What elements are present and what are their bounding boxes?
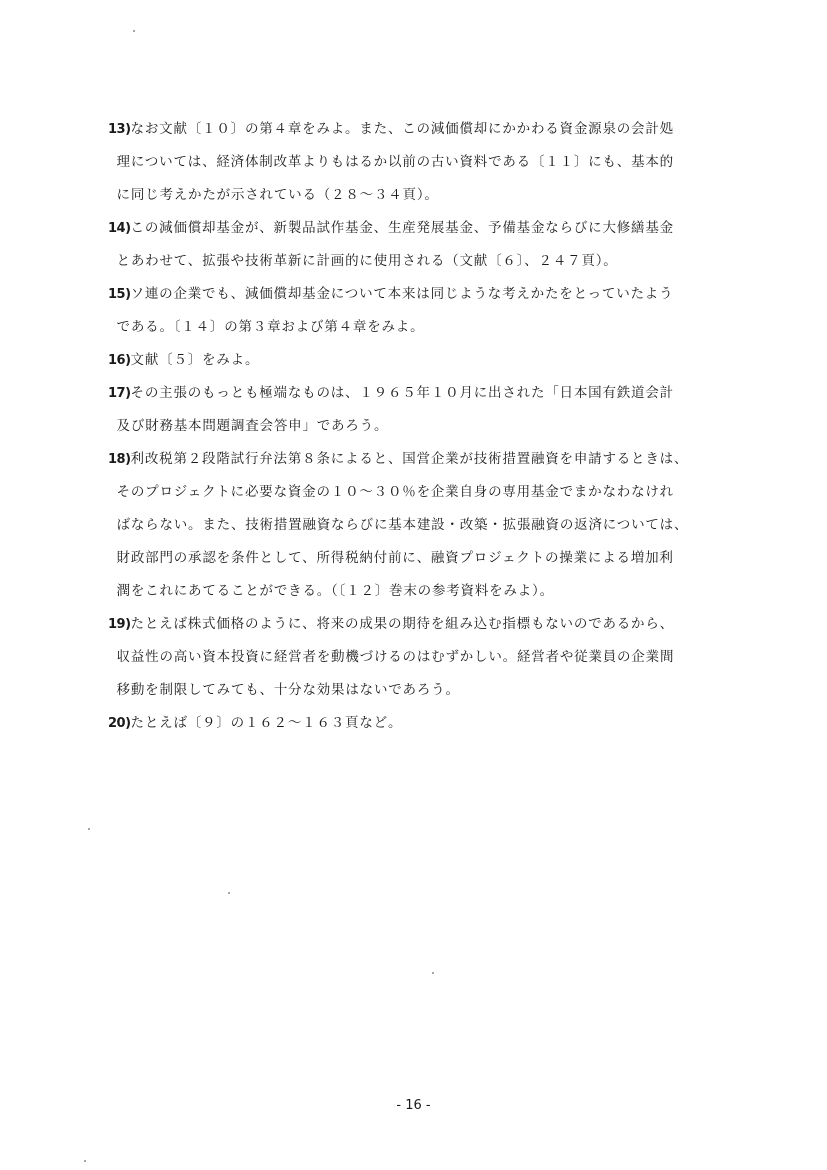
footnote-number: 18) (108, 452, 131, 467)
footnote-line: 財政部門の承認を条件として、所得税納付前に、融資プロジェクトの操業による増加利 (116, 550, 674, 566)
footnote-line: その主張のもっとも極端なものは、１９６５年１０月に出された「日本国有鉄道会計 (130, 385, 674, 401)
footnote-line: とあわせて、拡張や技術革新に計画的に使用される（文献〔６〕、２４７頁）。 (116, 253, 618, 269)
footnote-line: 利改税第２段階試行弁法第８条によると、国営企業が技術措置融資を申請するときは、 (130, 451, 689, 467)
page-number: - 16 - (396, 1098, 431, 1113)
scan-speck (228, 892, 230, 894)
footnote-number: 13) (108, 122, 131, 137)
footnote-17 (108, 377, 758, 443)
footnote-line: 潤をこれにあてることができる。（〔１２〕巻末の参考資料をみよ）。 (116, 583, 554, 599)
footnote-number: 19) (108, 617, 131, 632)
footnote-number: 15) (108, 287, 131, 302)
footnote-line: たとえば株式価格のように、将来の成果の期待を組み込む指標もないのであるから、 (130, 616, 674, 632)
footnote-19 (108, 608, 758, 707)
footnote-line: たとえば〔９〕の１６２～１６３頁など。 (130, 715, 403, 731)
scan-speck (88, 828, 90, 830)
footnote-18 (108, 443, 758, 608)
footnote-line: 及び財務基本問題調査会答申」であろう。 (116, 418, 389, 434)
footnote-number: 20) (108, 716, 131, 731)
footnote-text (131, 707, 758, 740)
footnote-line: に同じ考えかたが示されている（２８～３４頁）。 (116, 187, 439, 203)
footnote-line: ばならない。また、技術措置融資ならびに基本建設・改築・拡張融資の返済については、 (116, 517, 689, 533)
scan-speck (84, 1160, 86, 1162)
footnote-line: 移動を制限してみても、十分な効果はないであろう。 (116, 682, 460, 698)
footnote-line: 文献〔５〕をみよ。 (130, 352, 260, 368)
scan-speck (133, 30, 135, 32)
footnote-line: 収益性の高い資本投資に経営者を動機づけるのはむずかしい。経営者や従業員の企業間 (116, 649, 675, 665)
scan-speck (432, 972, 434, 974)
footnote-line: ソ連の企業でも、減価償却基金について本来は同じような考えかたをとっていたよう (130, 286, 674, 302)
footnote-number: 16) (108, 353, 131, 368)
footnote-line: 理については、経済体制改革よりもはるか以前の古い資料である〔１１〕にも、基本的 (116, 154, 674, 170)
footnote-text (131, 344, 758, 377)
footnote-20 (108, 707, 758, 740)
footnote-number: 17) (108, 386, 131, 401)
footnote-13 (108, 113, 758, 212)
footnote-14 (108, 212, 758, 278)
footnote-line: この減価償却基金が、新製品試作基金、生産発展基金、予備基金ならびに大修繕基金 (130, 220, 674, 236)
footnote-line: そのプロジェクトに必要な資金の１０～３０％を企業自身の専用基金でまかなわなけれ (116, 484, 674, 500)
footnotes-list (108, 113, 758, 740)
footnote-line: なお文献〔１０〕の第４章をみよ。また、この減価償却にかかわる資金源泉の会計処 (130, 121, 674, 137)
footnote-16 (108, 344, 758, 377)
footnote-15 (108, 278, 758, 344)
footnote-line: である。〔１４〕の第３章および第４章をみよ。 (116, 319, 425, 335)
footnote-number: 14) (108, 221, 131, 236)
